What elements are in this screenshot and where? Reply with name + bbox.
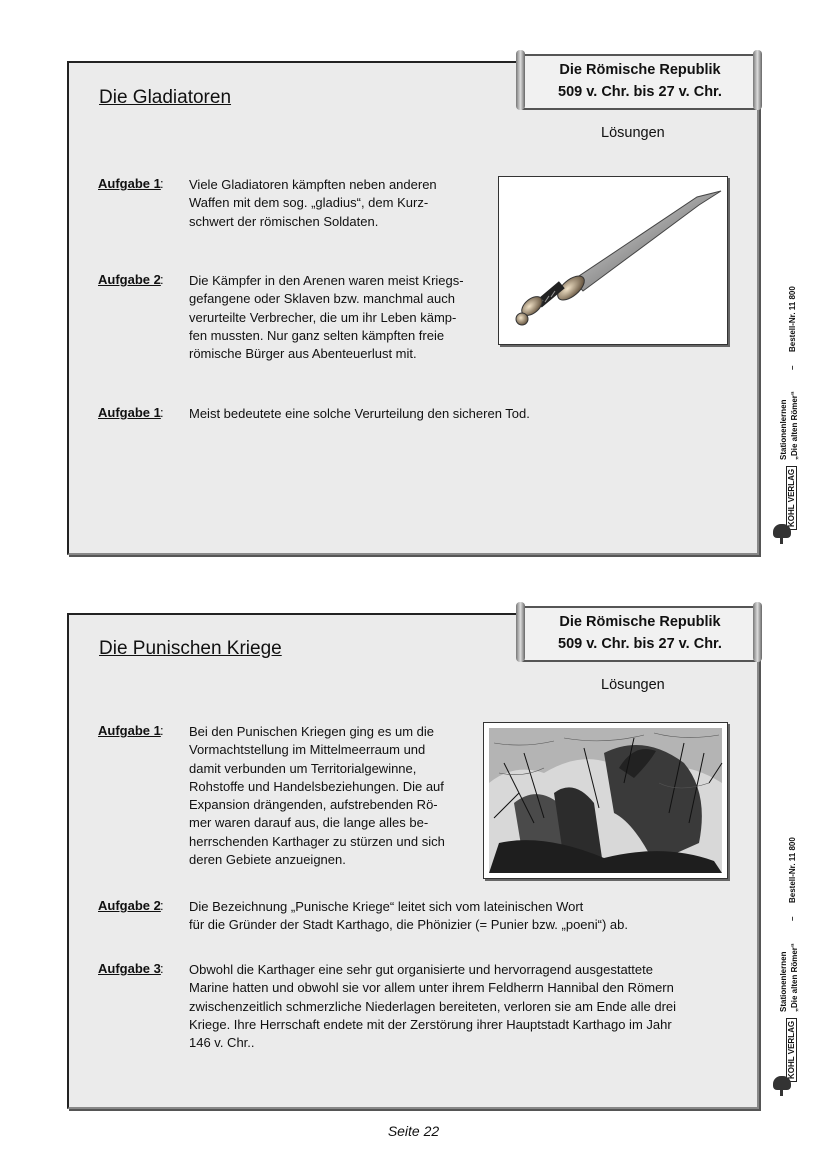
task-line: Waffen mit dem sog. „gladius“, dem Kurz- xyxy=(189,195,429,211)
task-label: Aufgabe 3 xyxy=(98,961,161,976)
task-label: Aufgabe 2 xyxy=(98,272,161,287)
scroll-roll-right xyxy=(753,50,762,110)
task-colon: : xyxy=(160,176,164,191)
era-banner-line1: Die Römische Republik xyxy=(559,62,721,78)
task-colon: : xyxy=(160,898,164,913)
series-label: Stationenlernen xyxy=(779,951,788,1012)
battle-engraving-image xyxy=(483,722,728,879)
task-line: Obwohl die Karthager eine sehr gut organisierte und hervorragend ausgestattete xyxy=(189,962,653,977)
task-line: verurteilte Verbrecher, die um ihr Leben kämp- xyxy=(189,309,457,325)
sidebar-dash: – xyxy=(788,916,797,921)
solutions-label: Lösungen xyxy=(601,125,665,141)
task-colon: : xyxy=(160,961,164,976)
battle-scene-icon xyxy=(484,723,727,878)
solutions-label: Lösungen xyxy=(601,677,665,693)
task-line: damit verbunden um Territorialgewinne, xyxy=(189,760,417,776)
section-title: Die Punischen Kriege xyxy=(99,638,282,659)
task-label: Aufgabe 1 xyxy=(98,176,161,191)
task-line: gefangene oder Sklaven bzw. manchmal auch xyxy=(189,291,455,307)
task-text xyxy=(189,898,628,935)
task-colon: : xyxy=(160,405,164,420)
task-label: Aufgabe 1 xyxy=(98,723,161,738)
task-line: Rohstoffe und Handelsbeziehungen. Die auf xyxy=(189,778,444,794)
era-banner xyxy=(516,602,762,662)
series-label: Stationenlernen xyxy=(779,399,788,460)
tree-icon xyxy=(771,468,803,546)
scroll-roll-right xyxy=(753,602,762,662)
task-text xyxy=(189,272,464,363)
task-line: Vormachtstellung im Mittelmeerraum und xyxy=(189,742,426,758)
task-text xyxy=(189,176,437,231)
task-text xyxy=(189,723,445,869)
publisher-name: KOHL VERLAG xyxy=(786,1018,797,1082)
task-text xyxy=(189,961,676,1052)
book-title: „Die alten Römer“ xyxy=(790,943,799,1012)
task-text xyxy=(189,405,530,423)
book-title: „Die alten Römer“ xyxy=(790,391,799,460)
task-line: Viele Gladiatoren kämpften neben anderen xyxy=(189,177,437,192)
publisher-logo xyxy=(771,1020,803,1098)
task-line: schwert der römischen Soldaten. xyxy=(189,213,379,229)
order-number: Bestell-Nr. 11 800 xyxy=(788,286,797,352)
era-banner-body xyxy=(522,54,758,110)
task-line: Marine hatten und obwohl sie vor allem unter ihrem Feldherrn Hannibal den Römern xyxy=(189,980,674,996)
task-line: deren Gebiete anzueignen. xyxy=(189,852,346,868)
task-line: Meist bedeutete eine solche Verurteilung den sicheren Tod. xyxy=(189,406,530,421)
page-number: Seite 22 xyxy=(387,1123,440,1139)
tree-icon xyxy=(771,1020,803,1098)
section-title: Die Gladiatoren xyxy=(99,87,232,108)
era-banner-body xyxy=(522,606,758,662)
publisher-logo xyxy=(771,468,803,546)
publisher-name: KOHL VERLAG xyxy=(786,466,797,530)
task-line: herrschenden Karthager zu stürzen und sich xyxy=(189,833,445,849)
era-banner xyxy=(516,50,762,110)
gladius-image xyxy=(498,176,728,345)
sword-icon xyxy=(499,177,727,344)
task-line: 146 v. Chr.. xyxy=(189,1035,255,1051)
sidebar-dash: – xyxy=(788,365,797,370)
task-line: fen mussten. Nur ganz selten kämpften freie xyxy=(189,327,445,343)
scroll-roll-left xyxy=(516,602,525,662)
task-colon: : xyxy=(160,723,164,738)
task-label: Aufgabe 2 xyxy=(98,898,161,913)
task-line: Bei den Punischen Kriegen ging es um die xyxy=(189,724,434,739)
task-line: Die Bezeichnung „Punische Kriege“ leitet sich vom lateinischen Wort xyxy=(189,899,584,914)
era-banner-line1: Die Römische Republik xyxy=(559,614,721,630)
task-line: für die Gründer der Stadt Karthago, die Phönizier (= Punier bzw. „poeni“) ab. xyxy=(189,917,628,933)
task-label: Aufgabe 1 xyxy=(98,405,161,420)
era-banner-line2: 509 v. Chr. bis 27 v. Chr. xyxy=(558,636,722,652)
task-colon: : xyxy=(160,272,164,287)
task-line: Die Kämpfer in den Arenen waren meist Kriegs- xyxy=(189,273,464,288)
task-line: Kriege. Ihre Herrschaft endete mit der Zerstörung ihrer Hauptstadt Karthago im Jahr xyxy=(189,1016,672,1032)
task-line: Expansion drängenden, aufstrebenden Rö- xyxy=(189,797,438,813)
scroll-roll-left xyxy=(516,50,525,110)
task-line: römische Bürger aus Abenteuerlust mit. xyxy=(189,346,417,362)
era-banner-line2: 509 v. Chr. bis 27 v. Chr. xyxy=(558,84,722,100)
task-line: zwischenzeitlich schmerzliche Niederlagen bereiteten, verloren sie am Ende alle drei xyxy=(189,998,677,1014)
order-number: Bestell-Nr. 11 800 xyxy=(788,837,797,903)
task-line: mer waren darauf aus, die lange alles be- xyxy=(189,815,429,831)
